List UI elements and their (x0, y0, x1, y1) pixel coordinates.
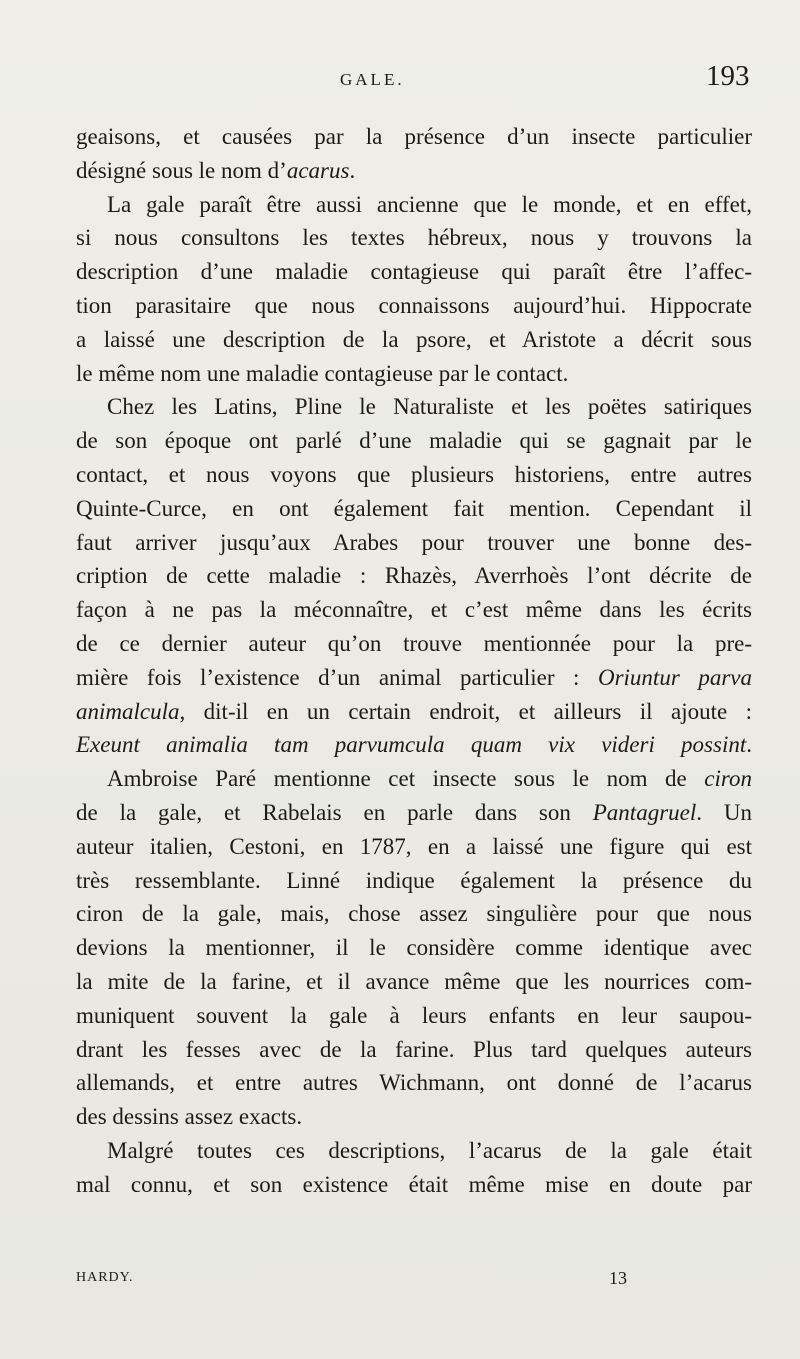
text-line: Exeunt animalia tam parvumcula quam vix videri possint. (76, 732, 752, 758)
text-line: si nous consultons les textes hébreux, nous y trouvons la (76, 225, 752, 251)
text-line: des dessins assez exacts. (76, 1104, 303, 1130)
text-line: de son époque ont parlé d’une maladie qui se gagnait par le (76, 428, 752, 454)
text-line: devions la mentionner, il le considère comme identique avec (76, 935, 752, 961)
sheet-signature-number: 13 (609, 1268, 627, 1288)
page-number: 193 (706, 60, 750, 92)
text-line: mière fois l’existence d’un animal particulier : Oriuntur parva (76, 664, 752, 690)
text-line: de la gale, et Rabelais en parle dans son Pantagruel. Un (76, 799, 752, 825)
text-line: contact, et nous voyons que plusieurs historiens, entre autres (76, 461, 752, 487)
text-line: geaisons, et causées par la présence d’un insecte particulier (76, 124, 752, 149)
text-line: faut arriver jusqu’aux Arabes pour trouver une bonne des- (76, 529, 752, 555)
text-line: tion parasitaire que nous connaissons aujourd’hui. Hippocrate (76, 292, 752, 318)
text-line: la mite de la farine, et il avance même que les nourrices com- (76, 968, 752, 994)
text-line: allemands, et entre autres Wichmann, ont donné de l’acarus (76, 1070, 752, 1096)
text-line: façon à ne pas la méconnaître, et c’est même dans les écrits (76, 597, 752, 623)
paragraph-start-line: Malgré toutes ces descriptions, l’acarus de la gale était (107, 1137, 752, 1163)
text-line: drant les fesses avec de la farine. Plus tard quelques auteurs (76, 1036, 752, 1062)
text-line: auteur italien, Cestoni, en 1787, en a laissé une figure qui est (76, 833, 752, 859)
page-header (0, 60, 800, 100)
text-line: désigné sous le nom d’acarus. (76, 157, 356, 183)
text-line: très ressemblante. Linné indique également la présence du (76, 867, 752, 893)
text-line: cription de cette maladie : Rhazès, Averrhoès l’ont décrite de (76, 563, 752, 589)
text-line: le même nom une maladie contagieuse par le contact. (76, 360, 569, 386)
paragraph-start-line: Ambroise Paré mentionne cet insecte sous le nom de ciron (107, 766, 752, 792)
text-line: mal connu, et son existence était même mise en doute par (76, 1171, 752, 1197)
text-line: muniquent souvent la gale à leurs enfants en leur saupou- (76, 1002, 752, 1028)
page-footer (76, 1270, 752, 1294)
printer-signature: HARDY. (76, 1270, 134, 1285)
text-line: ciron de la gale, mais, chose assez singulière pour que nous (76, 901, 752, 927)
text-line: a laissé une description de la psore, et Aristote a décrit sous (76, 326, 752, 352)
text-line: description d’une maladie contagieuse qui paraît être l’affec- (76, 259, 752, 285)
text-line: animalcula, dit-il en un certain endroit, et ailleurs il ajoute : (76, 698, 752, 724)
paragraph-start-line: Chez les Latins, Pline le Naturaliste et les poëtes satiriques (107, 394, 752, 420)
body-text (76, 120, 752, 1202)
running-title: GALE. (340, 70, 405, 89)
text-line: Quinte-Curce, en ont également fait mention. Cependant il (76, 495, 752, 521)
text-line: de ce dernier auteur qu’on trouve mentionnée pour la pre- (76, 630, 752, 656)
paragraph-start-line: La gale paraît être aussi ancienne que le monde, et en effet, (107, 191, 752, 217)
